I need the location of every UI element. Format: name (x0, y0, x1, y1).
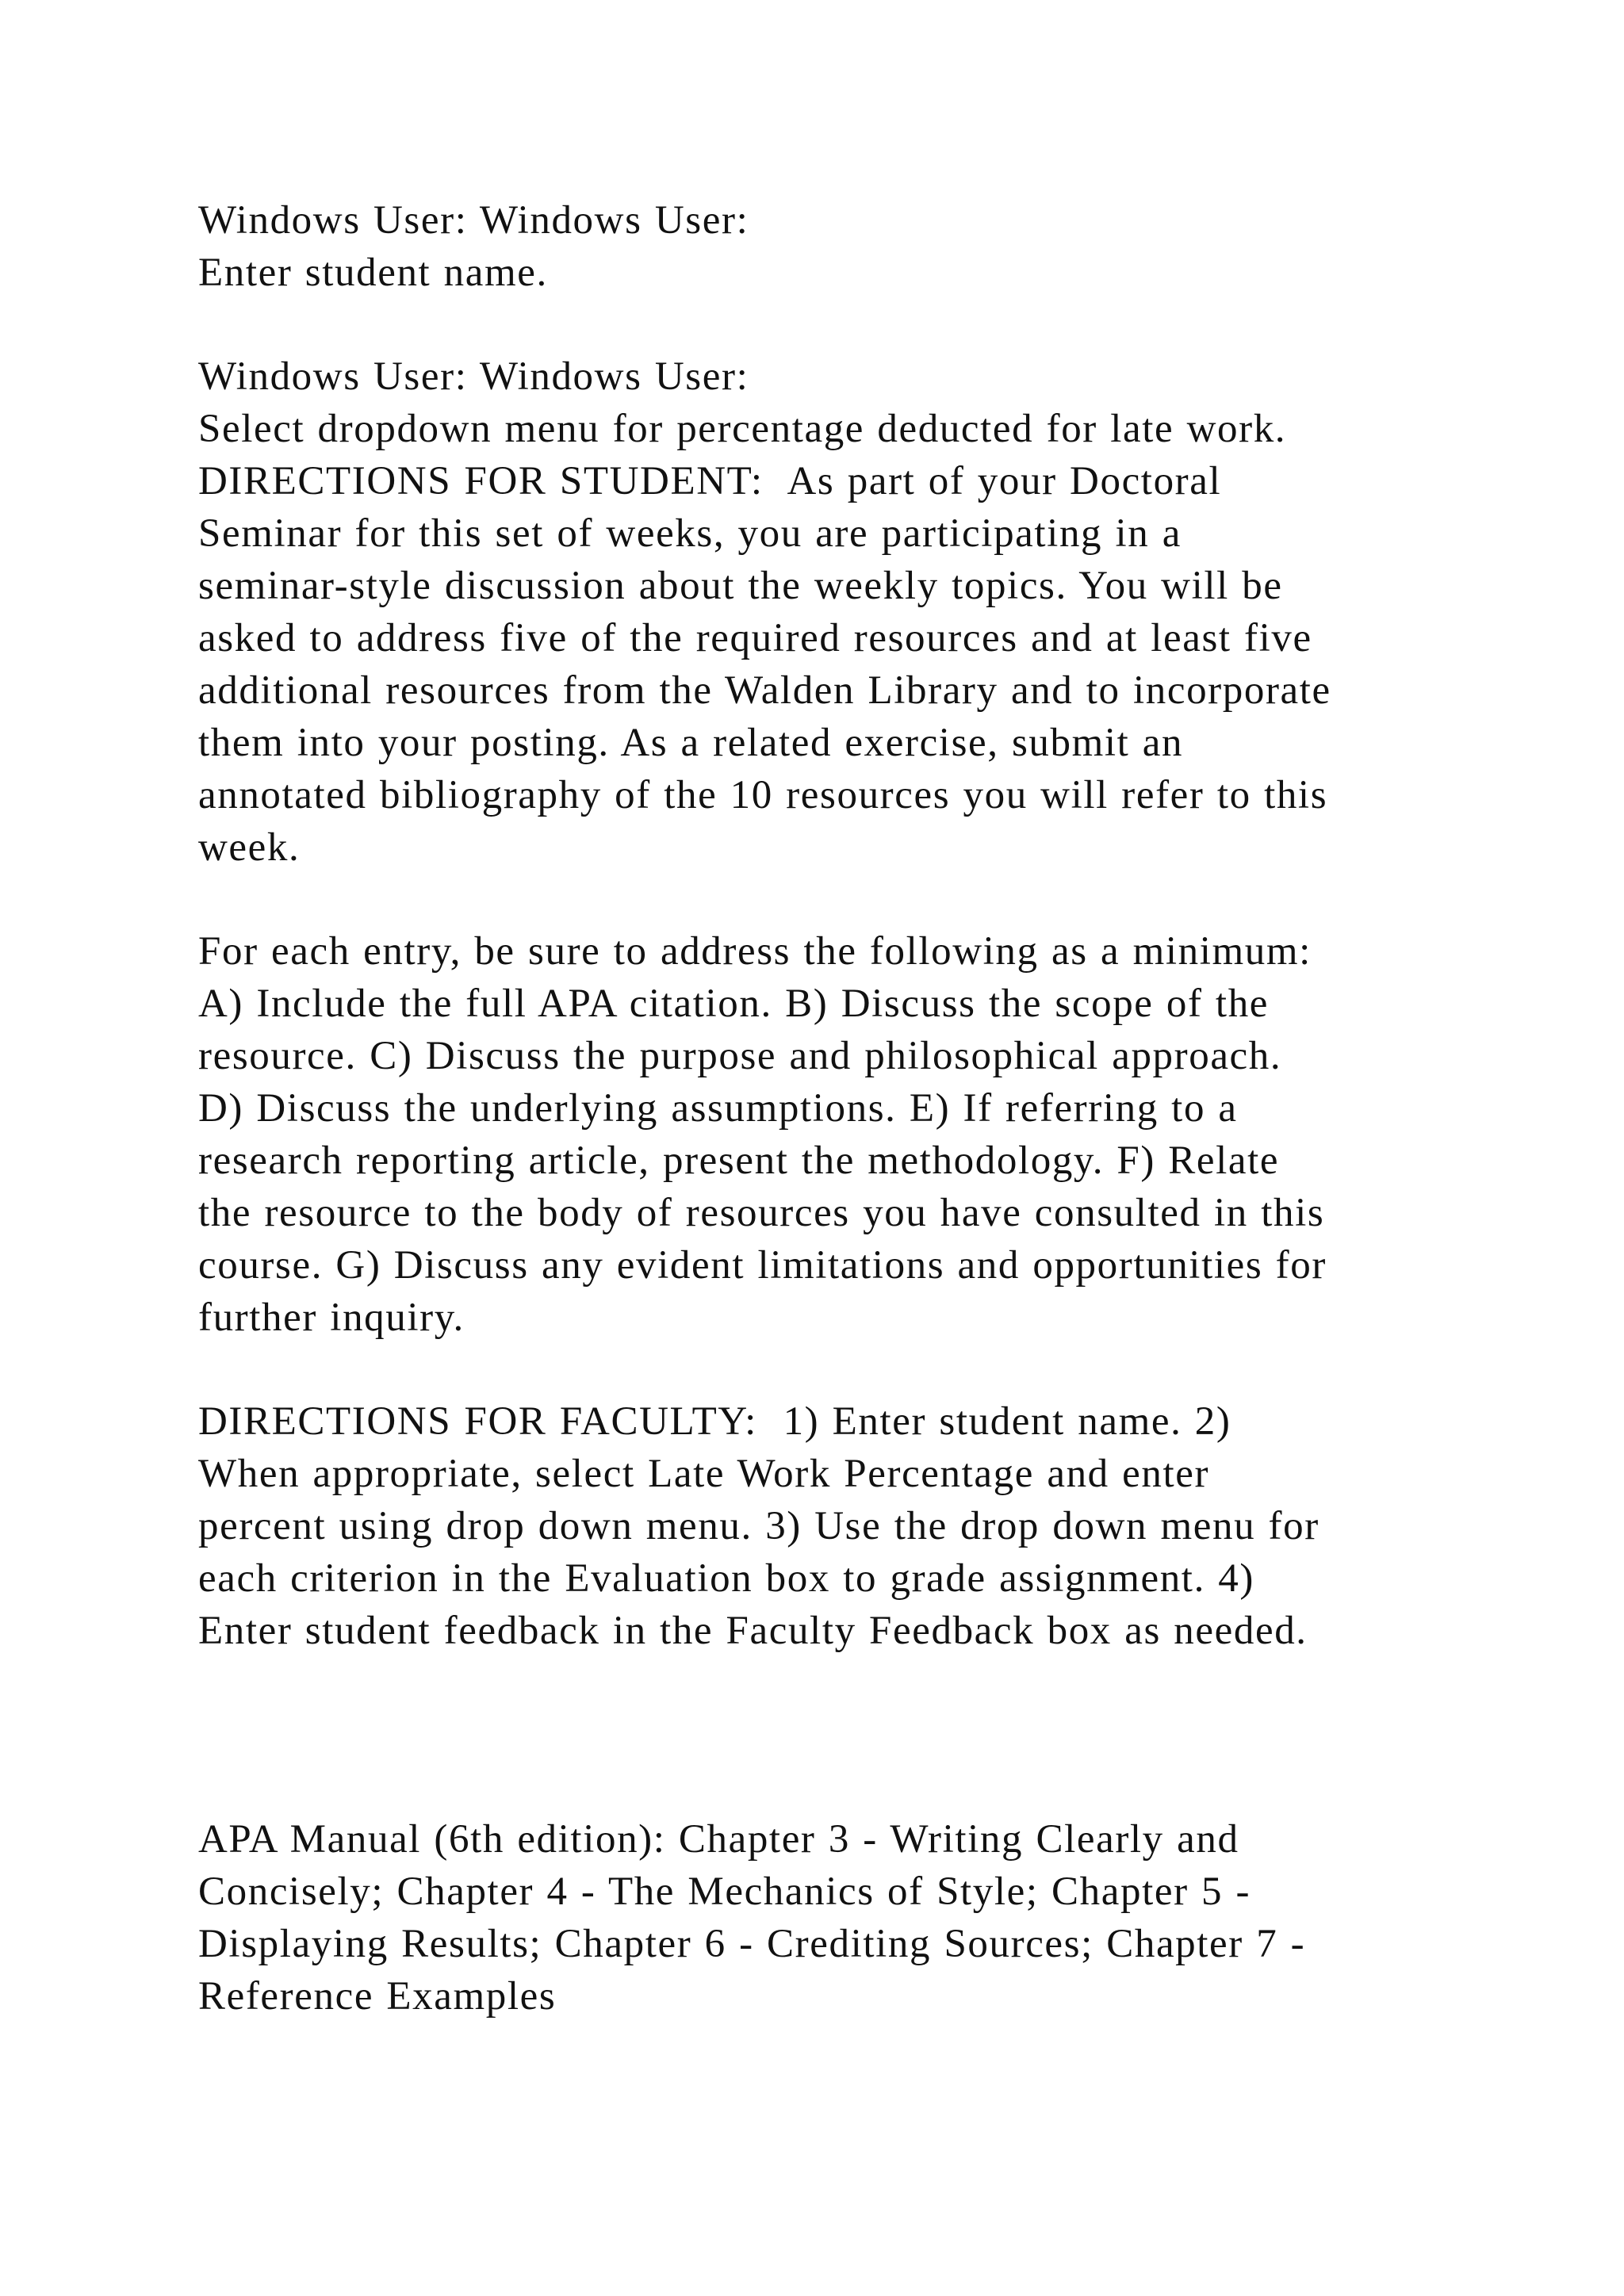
paragraph-line: additional resources from the Walden Library and to incorporate (198, 668, 1331, 713)
paragraph-line: seminar-style discussion about the weekly topics. You will be (198, 564, 1283, 608)
paragraph-line: When appropriate, select Late Work Percentage and enter (198, 1452, 1210, 1496)
apa-manual-reference (198, 1813, 1515, 2022)
paragraph-line: research reporting article, present the methodology. F) Relate (198, 1138, 1280, 1183)
paragraph-line: APA Manual (6th edition): Chapter 3 - Writing Clearly and (198, 1817, 1239, 1862)
spacer (198, 1344, 1515, 1395)
comment-text-2: Select dropdown menu for percentage deducted for late work. (198, 407, 1287, 451)
paragraph-line: percent using drop down menu. 3) Use the drop down menu for (198, 1504, 1320, 1548)
paragraph-line: week. (198, 825, 301, 870)
comment-text-1: Enter student name. (198, 251, 548, 295)
paragraph-line: D) Discuss the underlying assumptions. E) If referring to a (198, 1086, 1238, 1131)
paragraph-line: DIRECTIONS FOR FACULTY: 1) Enter student name. 2) (198, 1399, 1231, 1444)
comment-author-1: Windows User: Windows User: (198, 198, 749, 243)
paragraph-line: them into your posting. As a related exercise, submit an (198, 721, 1184, 765)
paragraph-line: Seminar for this set of weeks, you are participating in a (198, 511, 1182, 556)
paragraph-line: For each entry, be sure to address the following as a minimum: (198, 929, 1312, 974)
paragraph-line: further inquiry. (198, 1295, 465, 1340)
paragraph-line: annotated bibliography of the 10 resources you will refer to this (198, 773, 1328, 817)
directions-for-student (198, 455, 1515, 874)
spacer (198, 1657, 1515, 1813)
paragraph-line: Enter student feedback in the Faculty Feedback box as needed. (198, 1609, 1308, 1653)
paragraph-line: resource. C) Discuss the purpose and philosophical approach. (198, 1034, 1282, 1078)
paragraph-line: A) Include the full APA citation. B) Discuss the scope of the (198, 982, 1270, 1026)
paragraph-line: course. G) Discuss any evident limitations and opportunities for (198, 1243, 1327, 1288)
paragraph-line: the resource to the body of resources you have consulted in this (198, 1191, 1325, 1235)
entry-requirements (198, 925, 1515, 1344)
paragraph-line: each criterion in the Evaluation box to grade assignment. 4) (198, 1556, 1254, 1601)
directions-for-faculty (198, 1395, 1515, 1657)
spacer (198, 874, 1515, 925)
paragraph-line: Concisely; Chapter 4 - The Mechanics of Style; Chapter 5 - (198, 1869, 1251, 1914)
spacer (198, 299, 1515, 350)
paragraph-line: Displaying Results; Chapter 6 - Crediting Sources; Chapter 7 - (198, 1922, 1306, 1966)
paragraph-line: Reference Examples (198, 1974, 557, 2019)
paragraph-line: DIRECTIONS FOR STUDENT: As part of your Doctoral (198, 459, 1222, 503)
comment-author-2: Windows User: Windows User: (198, 354, 749, 399)
document-page (198, 194, 1515, 2022)
paragraph-line: asked to address five of the required resources and at least five (198, 616, 1312, 660)
